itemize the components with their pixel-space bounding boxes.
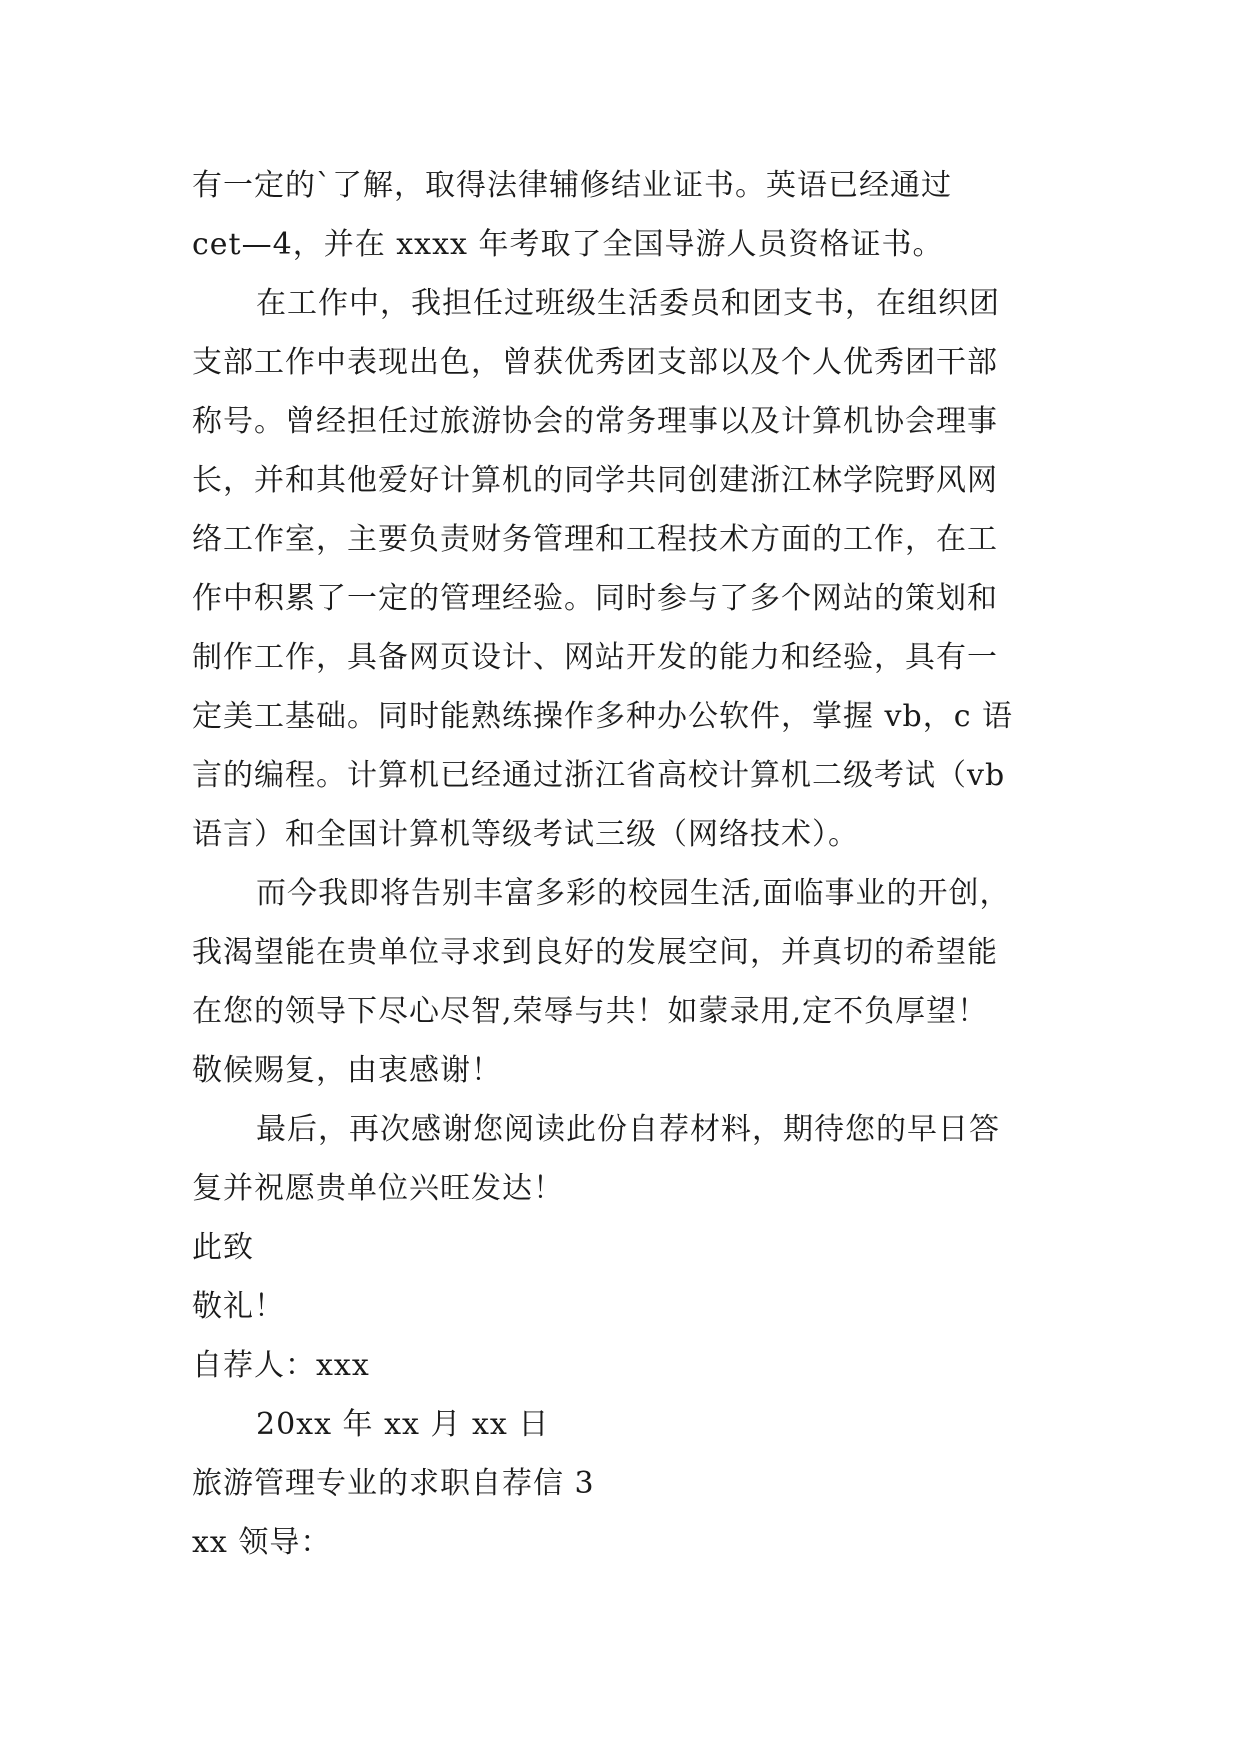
letter-greeting: xx 领导： [192,1525,332,1560]
paragraph-line: 最后，再次感谢您阅读此份自荐材料，期待您的早日答 [256,1112,1000,1147]
signature-line: 自荐人：xxx [192,1348,370,1383]
paragraph-line: 言的编程。计算机已经通过浙江省高校计算机二级考试（vb [192,758,1006,793]
section-title: 旅游管理专业的求职自荐信 3 [192,1466,595,1501]
paragraph-line: 定美工基础。同时能熟练操作多种办公软件，掌握 vb，c 语 [192,699,1014,734]
date-line: 20xx 年 xx 月 xx 日 [256,1407,550,1442]
paragraph-line: 而今我即将告别丰富多彩的校园生活,面临事业的开创， [256,876,1011,911]
paragraph-line: 敬候赐复，由衷感谢！ [192,1053,502,1088]
paragraph-line: 络工作室，主要负责财务管理和工程技术方面的工作，在工 [192,522,998,557]
paragraph-line: 在您的领导下尽心尽智,荣辱与共！如蒙录用,定不负厚望！ [192,994,989,1029]
paragraph-line: 我渴望能在贵单位寻求到良好的发展空间，并真切的希望能 [192,935,998,970]
paragraph-line: 复并祝愿贵单位兴旺发达！ [192,1171,564,1206]
document-body [192,156,1052,1572]
paragraph-line: 长，并和其他爱好计算机的同学共同创建浙江林学院野风网 [192,463,998,498]
closing-salutation: 此致 [192,1230,254,1265]
paragraph-line: 称号。曾经担任过旅游协会的常务理事以及计算机协会理事 [192,404,998,439]
paragraph-line: 有一定的`了解，取得法律辅修结业证书。英语已经通过 [192,168,952,203]
paragraph-line: 作中积累了一定的管理经验。同时参与了多个网站的策划和 [192,581,998,616]
paragraph-line: 在工作中，我担任过班级生活委员和团支书，在组织团 [256,286,1000,321]
closing-regards: 敬礼！ [192,1289,285,1324]
paragraph-line: cet—4，并在 xxxx 年考取了全国导游人员资格证书。 [192,227,944,262]
paragraph-line: 语言）和全国计算机等级考试三级（网络技术）。 [192,817,859,852]
paragraph-line: 支部工作中表现出色，曾获优秀团支部以及个人优秀团干部 [192,345,998,380]
paragraph-line: 制作工作，具备网页设计、网站开发的能力和经验，具有一 [192,640,998,675]
